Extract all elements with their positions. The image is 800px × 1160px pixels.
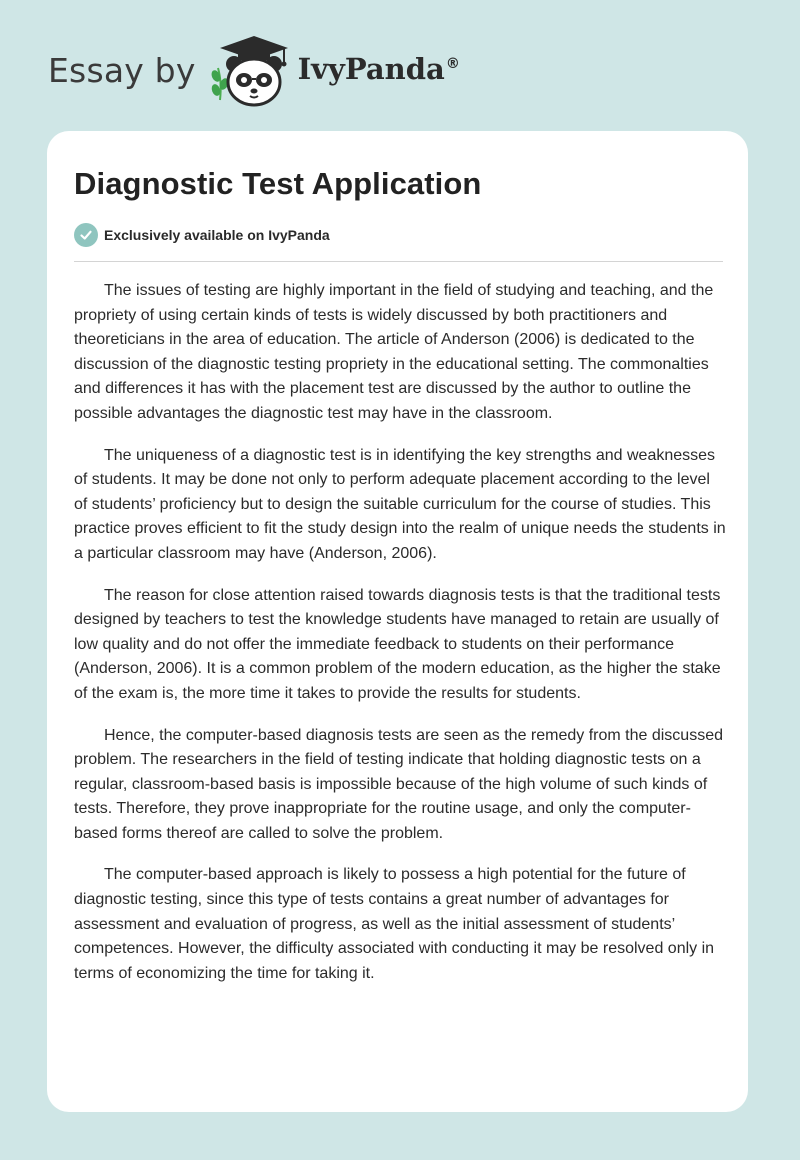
title-divider [74,261,723,262]
essay-card [47,131,748,1112]
paragraph-3: The reason for close attention raised towards diagnosis tests is that the traditional tests designed by teachers to test the knowledge students have managed to retain are usually of low quality and do not offer the immediate feedback to students on their performance (Anderson, 2006). It is a common problem of the modern education, as the higher the stake of the exam is, the more time it takes to provide the results for students. [74,586,721,702]
paragraph-4: Hence, the computer-based diagnosis tests are seen as the remedy from the discussed problem. The researchers in the field of testing indicate that holding diagnostic tests on a regular, classroom-based basis is impossible because of the high volume of such kinds of tests. Therefore, they prove inappropriate for the routine usage, and only the computer-based forms thereof are called to solve the problem. [74,726,723,842]
paragraph-1: The issues of testing are highly important in the field of studying and teaching, and the propriety of using certain kinds of tests is widely discussed by both practitioners and theoreticians in the area of education. The article of Anderson (2006) is dedicated to the discussion of the diagnostic testing propriety in the educational setting. The commonalties and differences it has with the placement test are discussed by the author to outline the possible advantages the diagnostic test may have in the classroom. [74,282,714,422]
site-header [48,30,460,110]
check-icon [74,223,98,247]
exclusive-badge [74,223,330,247]
essay-by-label: Essay by [48,50,196,90]
registered-mark: ® [445,56,460,73]
page-title: Diagnostic Test Application [74,166,482,201]
brand-name-text: IvyPanda [297,52,445,86]
paragraph-5: The computer-based approach is likely to possess a high potential for the future of diagnostic testing, since this type of tests contains a great number of advantages for assessment and evaluation of progress, as well as the initial assessment of students’ competences. However, the difficulty associated with conducting it may be resolved only in terms of economizing the time for taking it. [74,866,715,982]
brand-name [298,52,460,86]
exclusive-badge-label: Exclusively available on IvyPanda [104,227,330,243]
essay-body [74,279,726,1003]
panda-mascot-icon [210,30,296,110]
paragraph-2: The uniqueness of a diagnostic test is in identifying the key strengths and weaknesses of students. It may be done not only to perform adequate placement according to the level of students’ proficiency but to design the suitable curriculum for the course of studies. This practice proves efficient to fit the study design into the realm of unique needs the students in a particular classroom may have (Anderson, 2006). [74,446,726,562]
